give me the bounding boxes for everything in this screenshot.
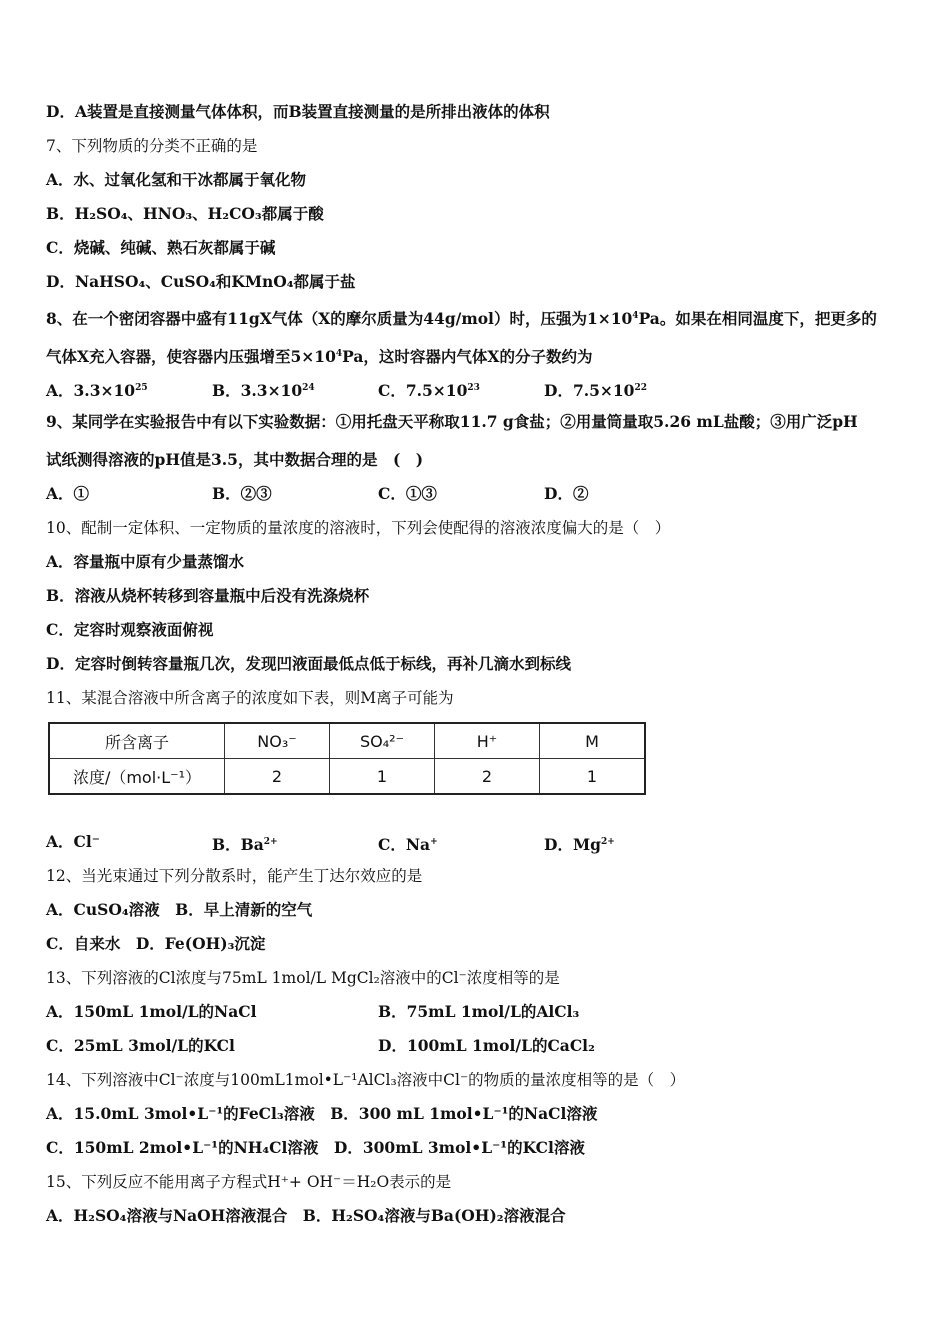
q12-options-cd: C．自来水 D．Fe(OH)₃沉淀 — [46, 934, 266, 953]
q10-option-b: B．溶液从烧杯转移到容量瓶中后没有洗涤烧杯 — [46, 586, 370, 605]
q9-stem-line1: 9、某同学在实验报告中有以下实验数据：①用托盘天平称取11.7 g食盐；②用量筒量取5.26 mL盐酸；③用广泛pH — [46, 412, 858, 431]
q12-options-ab: A．CuSO₄溶液 B．早上清新的空气 — [46, 900, 313, 919]
q8-stem-line1: 8、在一个密闭容器中盛有11gX气体（X的摩尔质量为44g/mol）时，压强为$1\times 10^4Pa$。如果在相同温度下，把更多的 — [46, 309, 877, 329]
q7-option-b: B．H₂SO₄、HNO₃、H₂CO₃都属于酸 — [46, 204, 324, 223]
q13-option-d: D．100mL 1mol/L的CaCl₂ — [378, 1036, 595, 1055]
q7-stem: 7、下列物质的分类不正确的是 — [46, 137, 258, 155]
q7-option-c: C．烧碱、纯碱、熟石灰都属于碱 — [46, 238, 276, 257]
q7-option-b-text: H₂SO₄、HNO₃、H₂CO₃都属于酸 — [74, 204, 324, 223]
q9-option-a: A．① — [46, 484, 90, 503]
q13-option-a: A．150mL 1mol/L的NaCl — [46, 1002, 257, 1021]
table-header-cell: SO₄²⁻ — [330, 723, 435, 759]
q11-option-c: C．Na+ — [378, 835, 438, 855]
q7-option-a: A．水、过氧化氢和干冰都属于氧化物 — [46, 170, 307, 189]
q10-option-c: C．定容时观察液面俯视 — [46, 620, 214, 639]
q6-option-d: D．A装置是直接测量气体体积，而B装置直接测量的是所排出液体的体积 — [46, 102, 550, 121]
table-header-cell: M — [540, 723, 646, 759]
q13-option-b: B．75mL 1mol/L的AlCl₃ — [378, 1002, 580, 1021]
q11-option-b: B．$Ba^{2+}$ — [212, 835, 278, 855]
q11-option-a: A．Cl⁻ — [46, 832, 100, 851]
q14-stem: 14、下列溶液中Cl⁻浓度与100mL1mol•L⁻¹AlCl₃溶液中Cl⁻的物质的量浓度相等的是（ ） — [46, 1071, 686, 1089]
q9-option-c: C．①③ — [378, 484, 437, 503]
q9-option-b: B．②③ — [212, 484, 272, 503]
q12-stem: 12、当光束通过下列分散系时，能产生丁达尔效应的是 — [46, 867, 423, 885]
q10-stem: 10、配制一定体积、一定物质的量浓度的溶液时，下列会使配得的溶液浓度偏大的是（ ） — [46, 519, 671, 537]
q7-option-d: D．NaHSO₄、CuSO₄和KMnO₄都属于盐 — [46, 272, 356, 291]
q10-option-a: A．容量瓶中原有少量蒸馏水 — [46, 552, 245, 571]
q14-options-ab: A．15.0mL 3mol•L⁻¹的FeCl₃溶液 B．300 mL 1mol•L⁻¹的NaCl溶液 — [46, 1104, 598, 1123]
q9-option-d: D．② — [544, 484, 589, 503]
q8-stem-line2: 气体X充入容器，使容器内压强增至$5\times 10^4Pa$，这时容器内气体X的分子数约为 — [46, 347, 593, 367]
q13-option-c: C．25mL 3mol/L的KCl — [46, 1036, 235, 1055]
table-header-row — [49, 723, 645, 759]
table-row-label: 浓度/（mol·L⁻¹） — [49, 759, 225, 795]
q15-options-ab: A．H₂SO₄溶液与NaOH溶液混合 B．H₂SO₄溶液与Ba(OH)₂溶液混合 — [46, 1206, 566, 1225]
q15-stem: 15、下列反应不能用离子方程式H⁺+ OH⁻＝H₂O表示的是 — [46, 1173, 452, 1191]
table-header-cell: H⁺ — [435, 723, 540, 759]
q11-option-d: D．$Mg^{2+}$ — [544, 835, 615, 855]
ion-concentration-table — [48, 722, 646, 795]
table-cell: 2 — [225, 759, 330, 795]
table-cell: 1 — [330, 759, 435, 795]
q8-option-d: D．$7.5\times 10^{22}$ — [544, 381, 647, 401]
table-cell: 1 — [540, 759, 646, 795]
table-row — [49, 759, 645, 795]
table-header-cell: NO₃⁻ — [225, 723, 330, 759]
table-cell: 2 — [435, 759, 540, 795]
q8-option-a: A．$3.3\times 10^{25}$ — [46, 381, 148, 401]
table-header-cell: 所含离子 — [49, 723, 225, 759]
q14-options-cd: C．150mL 2mol•L⁻¹的NH₄Cl溶液 D．300mL 3mol•L⁻¹的KCl溶液 — [46, 1138, 585, 1157]
q10-option-d: D．定容时倒转容量瓶几次，发现凹液面最低点低于标线，再补几滴水到标线 — [46, 654, 571, 673]
q11-stem: 11、某混合溶液中所含离子的浓度如下表，则M离子可能为 — [46, 689, 454, 707]
q9-stem-line2: 试纸测得溶液的pH值是3.5，其中数据合理的是 ( ) — [46, 450, 424, 469]
q8-option-b: B．$3.3\times 10^{24}$ — [212, 381, 315, 401]
q13-stem: 13、下列溶液的Cl浓度与75mL 1mol/L MgCl₂溶液中的Cl⁻浓度相等的是 — [46, 969, 560, 987]
q8-option-c: C．$7.5\times 10^{23}$ — [378, 381, 480, 401]
